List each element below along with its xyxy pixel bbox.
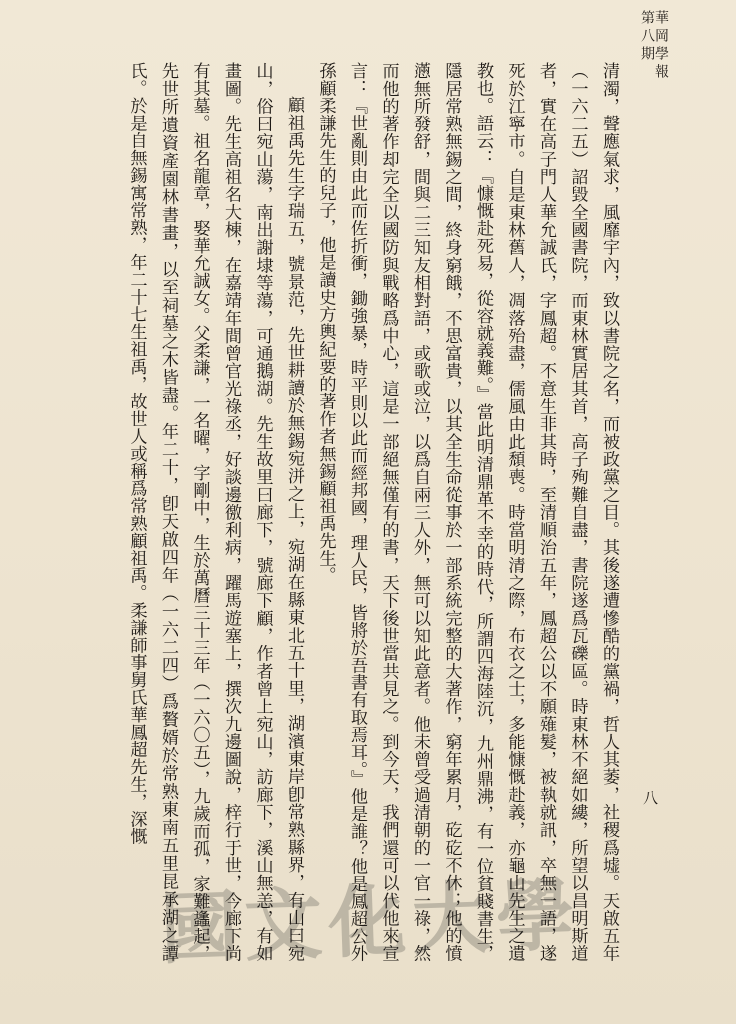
paragraph-1: 清濁，聲應氣求，風靡宇內，致以書院之名，而被政黨之目。其後遂遭慘酷的黨禍，哲人其萎，社稷爲墟。天啟五年（一六二五）詔毀全國書院，而東林實居其首，高子殉難自盡，書院遂爲瓦礫區。時東林不絕如縷，所望以昌明斯道者，實在高子門人華允誠氏，字鳳超。不意生非其時，至清順治五年，鳳超公以不願薙髮，被執就訊，卒無一語，遂死於江寧市。自是東林舊人，凋落殆盡，儒風由此頹喪。時當明清之際，布衣之士，多能慷慨赴義，亦龜山先生之遺教也。語云：『慷慨赴死易，從容就義難。』當此明清鼎革不幸的時代，所謂四海陸沉，九州鼎沸，有一位貧賤書生，隱居常熟無錫之間，終身窮餓，不思富貴，以其全生命從事於一部系統完整的大著作，窮年累月，矻矻不休；他的憤懣無所發舒，間與二三知友相對語，或歌或泣，以爲自兩三人外，無可以知此意者。他未曾受過清朝的一官一祿，然而他的著作却完全以國防與戰略爲中心，這是一部絕無僅有的書，天下後世當共見之。到今天，我們還可以代他來宣言：『世亂則由此而佐折衝，鋤強暴，時平則以此而經邦國，理人民，皆將於吾書有取焉耳。』他是誰？他是鳳超公外孫顧柔謙先生的兒子，他是讀史方輿紀要的著作者無錫顧祖禹先生。 [315, 62, 619, 962]
paragraph-2: 顧祖禹先生字瑞五，號景范，先世耕讀於無錫宛洴之上，宛湖在縣東北五十里，湖濱東岸卽常熟縣界，有山曰宛山，俗曰宛山蕩，南出謝埭等蕩，可通鵝湖。先生故里曰廊下，號廊下顧，作者曾上宛山，訪廊下，溪山無恙，有如畫圖。先生高祖名大棟，在嘉靖年間曾官光祿丞，好談邊徼利病，躍馬遊塞上，撰次九邊圖說，梓行于世，今廊下尚有其墓。祖名龍章，娶華允誠女。父柔謙，一名曜，字剛中，生於萬曆三十三年（一六〇五），九歲而孤，家難蠭起，先世所遺資產園林書畫，以至祠墓之木皆盡。年二十，卽天啟四年（一六二四）爲贅婿於常熟東南五里昆承湖之譚氏。於是自無錫寓常熟，年二十七生祖禹，故世人或稱爲常熟顧祖禹。柔謙師事舅氏華鳳超先生，深慨 [126, 62, 304, 962]
body-text [120, 62, 624, 962]
library-watermark: 國文化大學 [158, 870, 582, 976]
page-number: 八 [641, 790, 659, 805]
journal-title: 華岡學報 [653, 10, 669, 82]
issue-number: 第八期 [639, 10, 655, 64]
running-head [640, 10, 668, 82]
